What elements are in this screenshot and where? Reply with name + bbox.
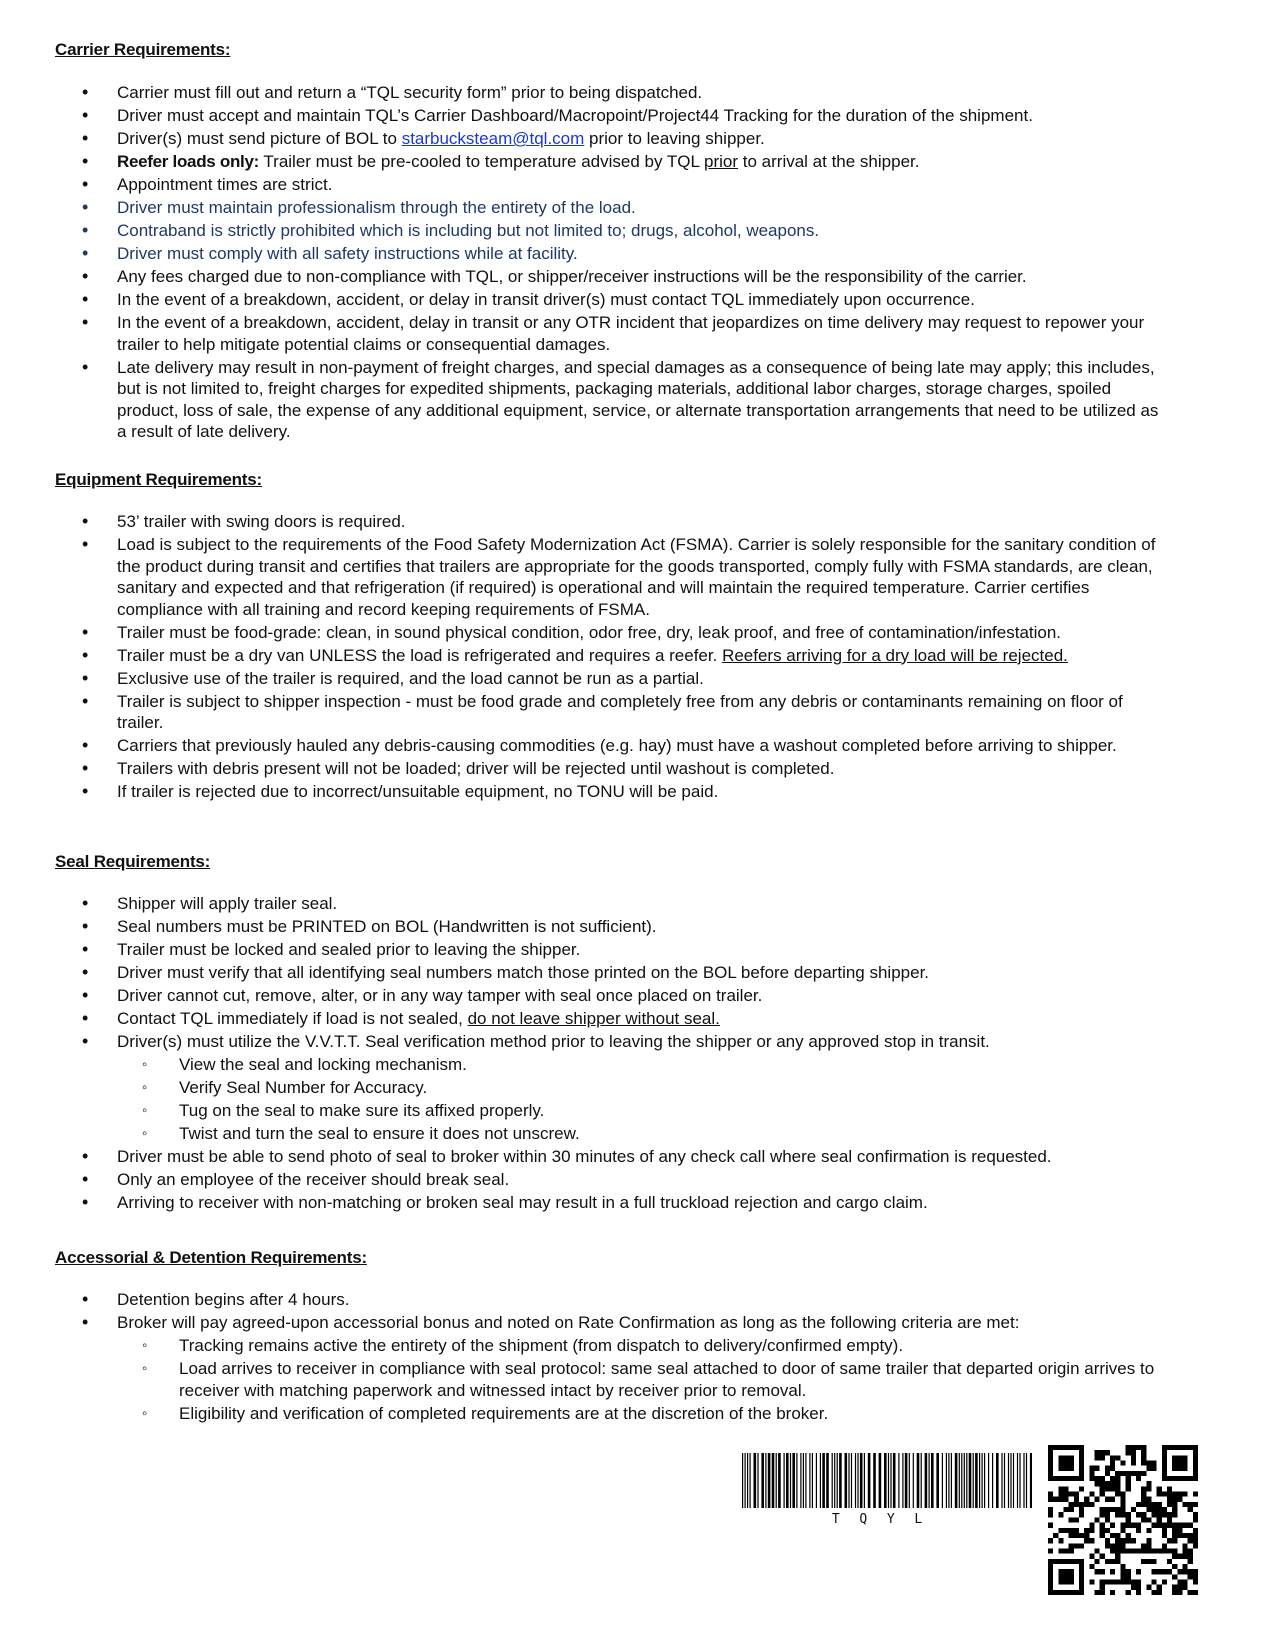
list-item: • Carriers that previously hauled any debris-causing commodities (e.g. hay) must have a washout completed before arriving to shipper. — [0, 735, 1275, 757]
list-item: • Trailers with debris present will not be loaded; driver will be rejected until washout is completed. — [0, 758, 1275, 780]
list-item: • Driver cannot cut, remove, alter, or in any way tamper with seal once placed on trailer. — [0, 985, 1275, 1007]
list-item: • Exclusive use of the trailer is required, and the load cannot be run as a partial. — [0, 668, 1275, 690]
carrier-requirements-heading: Carrier Requirements: — [55, 40, 231, 59]
sub-list-item: ◦ Eligibility and verification of completed requirements are at the discretion of the broker. — [0, 1403, 1275, 1425]
list-item: • Driver(s) must utilize the V.V.T.T. Seal verification method prior to leaving the shipper or any approved stop in transit. — [0, 1031, 1275, 1053]
barcode-letter: Y — [886, 1512, 895, 1527]
sub-list-item: ◦ Tracking remains active the entirety of the shipment (from dispatch to delivery/confirmed empty). — [0, 1335, 1275, 1357]
sub-list-item: ◦ View the seal and locking mechanism. — [0, 1054, 1275, 1076]
list-item: • 53’ trailer with swing doors is required. — [0, 511, 1275, 533]
email-link[interactable]: starbucksteam@tql.com — [401, 129, 585, 148]
list-item: • Trailer must be locked and sealed prior to leaving the shipper. — [0, 939, 1275, 961]
barcode-letter: T — [831, 1512, 840, 1527]
list-item: • Only an employee of the receiver should break seal. — [0, 1169, 1275, 1191]
list-item: • Driver must comply with all safety instructions while at facility. — [0, 243, 1275, 265]
list-item: • Contact TQL immediately if load is not sealed, do not leave shipper without seal. — [0, 1008, 1275, 1030]
carrier-requirements-list — [0, 82, 1275, 444]
list-item: • Late delivery may result in non-payment of freight charges, and special damages as a consequence of being late may apply; this includes, but is not limited to, freight charges for expedited shipments, packaging materials, additional labor charges, storage charges, spoiled product, loss of sale, the expense of any additional equipment, service, or alternate transportation arrangements that need to be utilized as a result of late delivery. — [0, 357, 1275, 443]
list-item: • Shipper will apply trailer seal. — [0, 893, 1275, 915]
list-item: • Appointment times are strict. — [0, 174, 1275, 196]
list-item: • Trailer is subject to shipper inspection - must be food grade and completely free from any debris or contaminants remaining on floor of trailer. — [0, 691, 1275, 734]
seal-requirements-heading: Seal Requirements: — [55, 852, 211, 871]
sub-list-item: ◦ Load arrives to receiver in compliance with seal protocol: same seal attached to door of same trailer that departed origin arrives to receiver with matching paperwork and witnessed intact by receiver prior to removal. — [0, 1358, 1275, 1401]
accessorial-requirements-list — [0, 1289, 1275, 1426]
list-item: • Seal numbers must be PRINTED on BOL (Handwritten is not sufficient). — [0, 916, 1275, 938]
equipment-requirements-heading: Equipment Requirements: — [55, 470, 262, 489]
list-item: • Driver must maintain professionalism through the entirety of the load. — [0, 197, 1275, 219]
equipment-requirements-list — [0, 511, 1275, 804]
list-item: • Trailer must be food-grade: clean, in sound physical condition, odor free, dry, leak proof, and free of contamination/infestation. — [0, 622, 1275, 644]
list-item: • Driver(s) must send picture of BOL to starbucksteam@tql.com prior to leaving shipper. — [0, 128, 1275, 150]
list-item: • In the event of a breakdown, accident, delay in transit or any OTR incident that jeopardizes on time delivery may request to repower your trailer to help mitigate potential claims or consequential damages. — [0, 312, 1275, 355]
list-item: • Carrier must fill out and return a “TQL security form” prior to being dispatched. — [0, 82, 1275, 104]
list-item: • If trailer is rejected due to incorrect/unsuitable equipment, no TONU will be paid. — [0, 781, 1275, 803]
accessorial-requirements-heading: Accessorial & Detention Requirements: — [55, 1248, 367, 1267]
list-item: • Arriving to receiver with non-matching or broken seal may result in a full truckload rejection and cargo claim. — [0, 1192, 1275, 1214]
list-item: • Any fees charged due to non-compliance with TQL, or shipper/receiver instructions will be the responsibility of the carrier. — [0, 266, 1275, 288]
barcode-letter: Q — [859, 1512, 868, 1527]
barcode-letter: L — [914, 1512, 923, 1527]
list-item: • Contraband is strictly prohibited which is including but not limited to; drugs, alcohol, weapons. — [0, 220, 1275, 242]
qr-code-image — [1048, 1445, 1198, 1595]
list-item: • Reefer loads only: Trailer must be pre-cooled to temperature advised by TQL prior to arrival at the shipper. — [0, 151, 1275, 173]
list-item: • Trailer must be a dry van UNLESS the load is refrigerated and requires a reefer. Reefers arriving for a dry load will be rejected. — [0, 645, 1275, 667]
list-item: • Detention begins after 4 hours. — [0, 1289, 1275, 1311]
sub-list-item: ◦ Tug on the seal to make sure its affixed properly. — [0, 1100, 1275, 1122]
list-item: • Driver must verify that all identifying seal numbers match those printed on the BOL before departing shipper. — [0, 962, 1275, 984]
list-item: • Load is subject to the requirements of the Food Safety Modernization Act (FSMA). Carrier is solely responsible for the sanitary condition of the product during transit and certifies that trailers are appropriate for the goods transported, comply fully with FSMA standards, are clean, sanitary and expected and that refrigeration (if required) is operational and will maintain the required temperature. Carrier certifies compliance with all training and record keeping requirements of FSMA. — [0, 534, 1275, 620]
sub-list-item: ◦ Verify Seal Number for Accuracy. — [0, 1077, 1275, 1099]
list-item: • In the event of a breakdown, accident, or delay in transit driver(s) must contact TQL immediately upon occurrence. — [0, 289, 1275, 311]
list-item: • Driver must accept and maintain TQL’s Carrier Dashboard/Macropoint/Project44 Tracking for the duration of the shipment. — [0, 105, 1275, 127]
barcode-caption — [742, 1512, 1032, 1532]
sub-list-item: ◦ Twist and turn the seal to ensure it does not unscrew. — [0, 1123, 1275, 1145]
list-item: • Driver must be able to send photo of seal to broker within 30 minutes of any check call where seal confirmation is requested. — [0, 1146, 1275, 1168]
seal-requirements-list — [0, 893, 1275, 1215]
list-item: • Broker will pay agreed-upon accessorial bonus and noted on Rate Confirmation as long as the following criteria are met: — [0, 1312, 1275, 1334]
